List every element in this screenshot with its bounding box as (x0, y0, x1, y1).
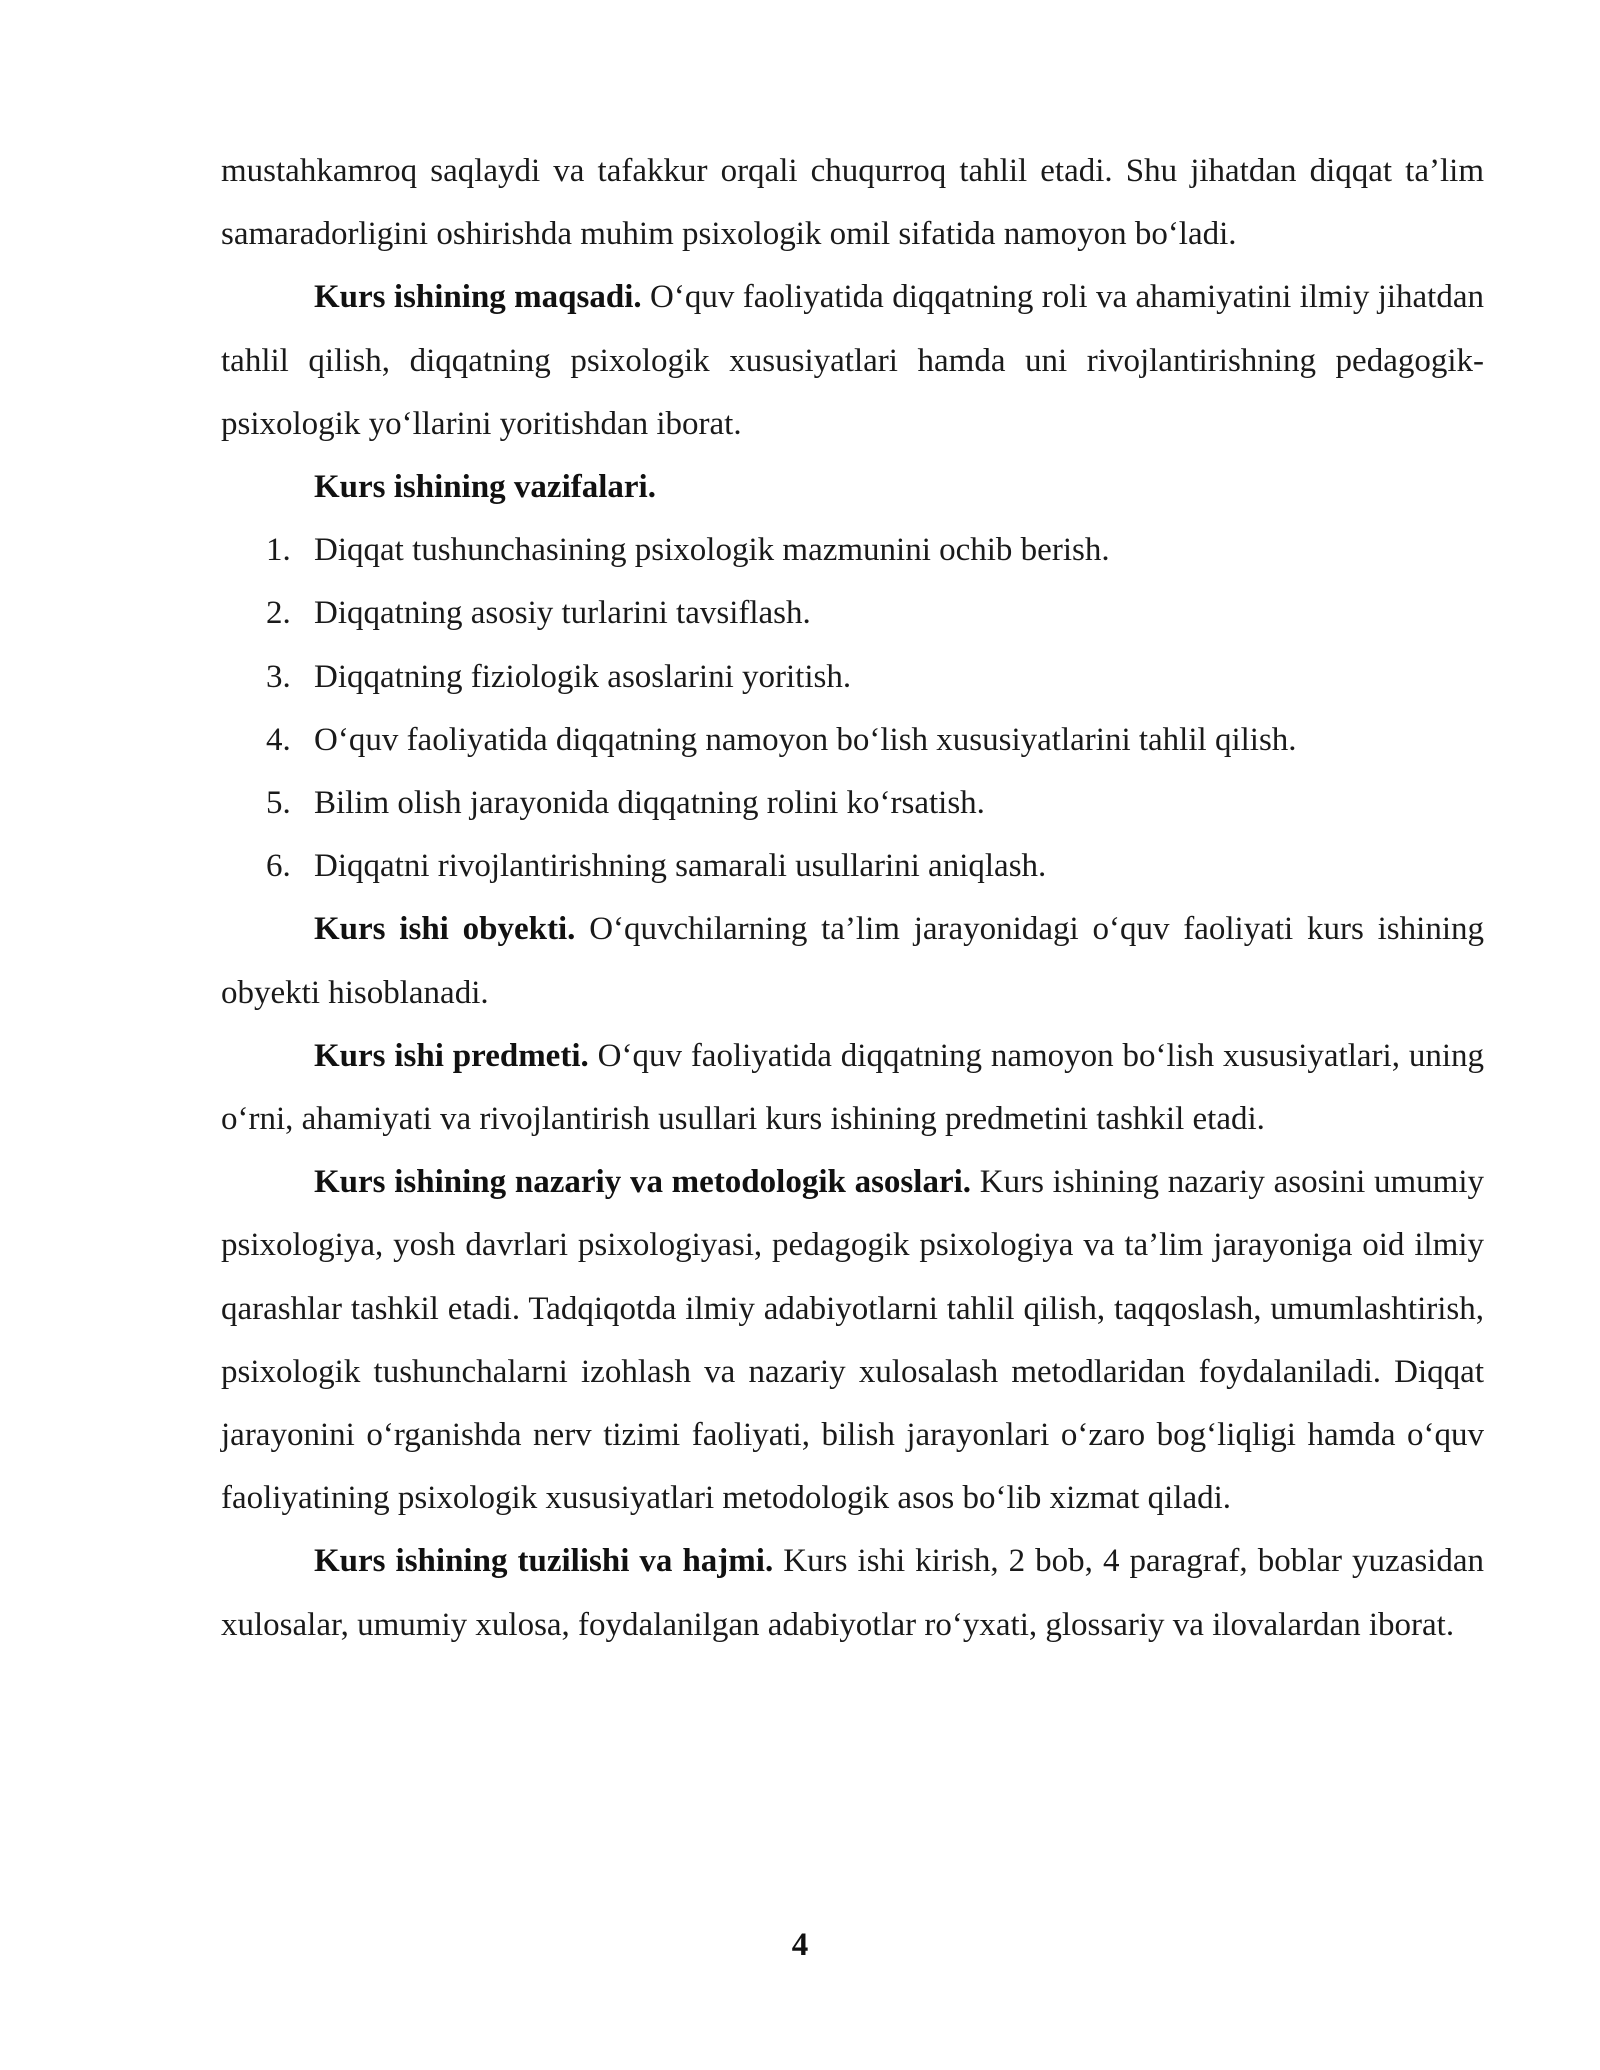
list-item-number: 5. (266, 785, 291, 822)
list-item-number: 4. (266, 721, 291, 758)
tasks-heading: Kurs ishining vazifalari. (314, 469, 656, 506)
tasks-paragraph (221, 456, 1484, 519)
list-item-text: Diqqatni rivojlantirishning samarali usullarini aniqlash. (314, 848, 1047, 885)
goal-paragraph (221, 266, 1484, 456)
goal-heading: Kurs ishining maqsadi. (314, 279, 642, 316)
list-item-text: Bilim olish jarayonida diqqatning rolini ko‘rsatish. (314, 785, 985, 822)
list-item (221, 835, 1484, 898)
object-heading: Kurs ishi obyekti. (314, 911, 576, 948)
document-page (221, 140, 1484, 1657)
list-item (221, 772, 1484, 835)
structure-heading: Kurs ishining tuzilishi va hajmi. (314, 1543, 774, 1580)
structure-text: Kurs ishi kirish, 2 bob, 4 paragraf, boblar yuzasidan xulosalar, umumiy xulosa, foydalanilgan adabiyotlar ro‘yxati, glossariy va ilovalardan iborat. (221, 1543, 1484, 1643)
subject-heading: Kurs ishi predmeti. (314, 1037, 589, 1074)
tasks-list (221, 519, 1484, 898)
page-number: 4 (791, 1927, 809, 1963)
goal-text: O‘quv faoliyatida diqqatning roli va ahamiyatini ilmiy jihatdan tahlil qilish, diqqatning psixologik xususiyatlari hamda uni rivojlantirishning pedagogik-psixologik yo‘llarini yoritishdan iborat. (221, 279, 1484, 442)
subject-text: O‘quv faoliyatida diqqatning namoyon bo‘lish xususiyatlari, uning o‘rni, ahamiyati va rivojlantirish usullari kurs ishining predmetini tashkil etadi. (221, 1037, 1484, 1138)
foundations-text: Kurs ishining nazariy asosini umumiy psixologiya, yosh davrlari psixologiyasi, pedagogik psixologiya va ta’lim jarayoniga oid ilmiy qarashlar tashkil etadi. Tadqiqotda ilmiy adabiyotlarni tahlil qilish, taqqoslash, umumlashtirish, psixologik tushunchalarni izohlash va nazariy xulosalash metodlaridan foydalaniladi. Diqqat jarayonini o‘rganishda nerv tizimi faoliyati, bilish jarayonlari o‘zaro bog‘liqligi hamda o‘quv faoliyatining psixologik xususiyatlari metodologik asos bo‘lib xizmat qiladi. (221, 1164, 1484, 1517)
list-item (221, 646, 1484, 709)
object-paragraph (221, 898, 1484, 1024)
list-item-text: O‘quv faoliyatida diqqatning namoyon bo‘lish xususiyatlarini tahlil qilish. (314, 721, 1297, 758)
subject-paragraph (221, 1025, 1484, 1151)
list-item (221, 582, 1484, 645)
list-item-number: 6. (266, 848, 291, 885)
structure-paragraph (221, 1530, 1484, 1656)
object-text: O‘quvchilarning ta’lim jarayonidagi o‘quv faoliyati kurs ishining obyekti hisoblanadi. (221, 911, 1484, 1011)
intro-paragraph: mustahkamroq saqlaydi va tafakkur orqali chuqurroq tahlil etadi. Shu jihatdan diqqat ta’lim samaradorligini oshirishda muhim psixologik omil sifatida namoyon bo‘ladi. (221, 153, 1484, 253)
list-item (221, 709, 1484, 772)
list-item (221, 519, 1484, 582)
list-item-number: 2. (266, 595, 291, 632)
list-item-number: 3. (266, 658, 291, 695)
list-item-number: 1. (266, 532, 291, 569)
foundations-heading: Kurs ishining nazariy va metodologik asoslari. (314, 1164, 972, 1201)
list-item-text: Diqqat tushunchasining psixologik mazmunini ochib berish. (314, 532, 1110, 569)
foundations-paragraph (221, 1151, 1484, 1530)
list-item-text: Diqqatning fiziologik asoslarini yoritish. (314, 658, 852, 695)
list-item-text: Diqqatning asosiy turlarini tavsiflash. (314, 595, 811, 632)
